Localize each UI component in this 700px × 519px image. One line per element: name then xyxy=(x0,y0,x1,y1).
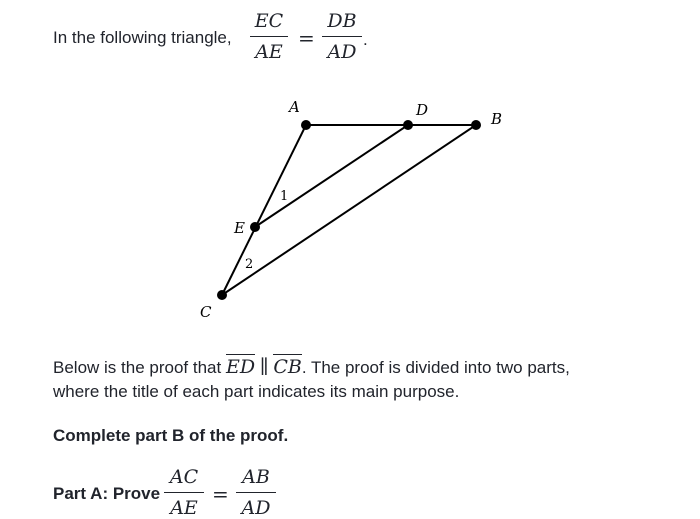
label-e: E xyxy=(234,219,245,237)
label-d: D xyxy=(416,101,429,119)
segment-cb-text: CB xyxy=(273,356,302,378)
angle-2-label: 2 xyxy=(245,257,254,272)
label-a: A xyxy=(289,98,300,116)
point-b xyxy=(471,120,481,130)
point-e xyxy=(250,222,260,232)
part-a-lhs-denominator: AE xyxy=(170,497,198,519)
point-d xyxy=(403,120,413,130)
intro-lhs-denominator: AE xyxy=(255,41,283,63)
parallel-symbol: ∥ xyxy=(259,356,269,378)
segment-ed-text: ED xyxy=(225,356,256,378)
part-a-fraction-left xyxy=(164,466,204,519)
intro-text: In the following triangle, xyxy=(53,28,232,47)
proof-intro-line2: where the title of each part indicates its main purpose. xyxy=(53,382,460,401)
part-a-rhs-denominator: AD xyxy=(241,497,271,519)
label-c: C xyxy=(200,303,212,321)
proof-intro-line1 xyxy=(53,356,570,378)
part-a-equals: = xyxy=(212,482,229,506)
part-a-label: Part A: Prove xyxy=(53,484,161,503)
intro-rhs-denominator: AD xyxy=(327,41,357,63)
intro-lhs-numerator: EC xyxy=(254,10,284,32)
intro-rhs-numerator: DB xyxy=(327,10,357,32)
instruction-text: Complete part B of the proof. xyxy=(53,426,289,445)
intro-equals: = xyxy=(298,26,315,50)
proof-intro-after: . The proof is divided into two parts, xyxy=(301,358,570,377)
segment-cb xyxy=(222,125,476,295)
part-a-lhs-numerator: AC xyxy=(169,466,199,488)
point-c xyxy=(217,290,227,300)
label-b: B xyxy=(491,110,503,128)
angle-1-label: 1 xyxy=(280,189,289,204)
proof-intro-before: Below is the proof that xyxy=(53,358,222,377)
segment-ed xyxy=(255,125,408,227)
part-a-rhs-numerator: AB xyxy=(242,466,270,488)
part-a-fraction-right xyxy=(236,466,276,519)
point-a xyxy=(301,120,311,130)
intro-period: . xyxy=(363,30,368,49)
segment-ac xyxy=(222,125,306,295)
